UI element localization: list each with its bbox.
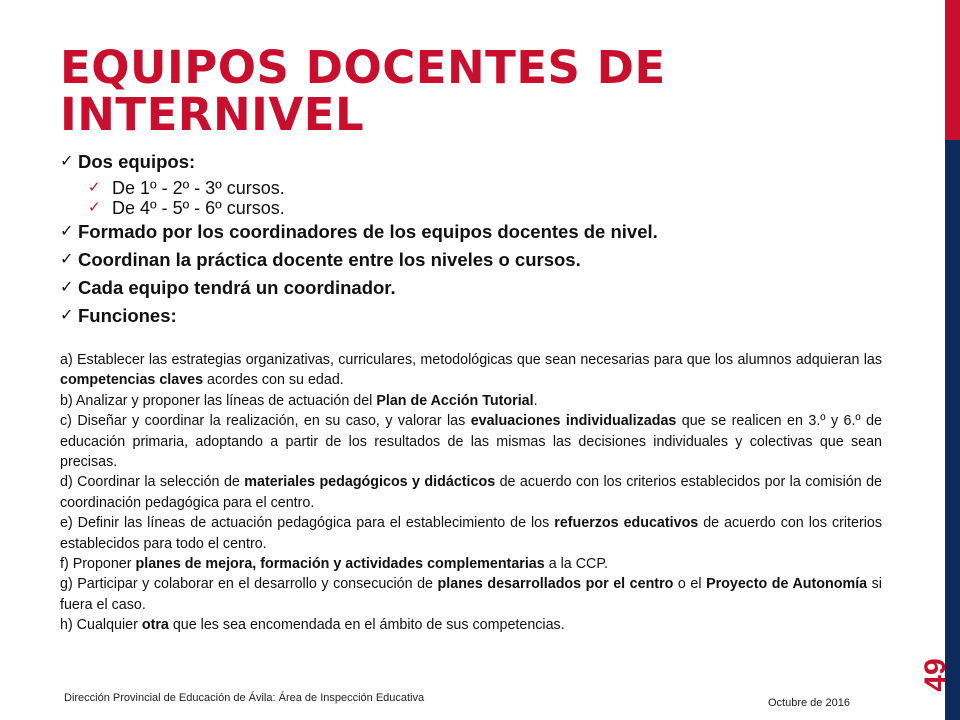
footer-date: Octubre de 2016 [768,697,850,709]
navy-side-band [945,140,960,720]
checkmark-icon: ✓ [60,223,74,240]
checkmark-icon: ✓ [60,307,74,324]
functions-list [60,350,882,636]
footer-department: Dirección Provincial de Educación de Ávila: Área de Inspección Educativa [64,692,425,704]
function-item: d) Coordinar la selección de materiales pedagógicos y didácticos de acuerdo con los criterios establecidos por la comisión de coordinación pedagógica para el centro. [60,474,882,511]
function-item: h) Cualquier otra que les sea encomendada en el ámbito de sus competencias. [60,617,565,634]
checkmark-icon: ✓ [60,153,74,170]
bullet-list [60,150,890,332]
bullet-text: Coordinan la práctica docente entre los niveles o cursos. [78,249,581,270]
function-item: g) Participar y colaborar en el desarrollo y consecución de planes desarrollados por el centro o el Proyecto de Autonomía si fuera el caso. [60,576,882,613]
page-number: 49 [919,658,952,692]
sub-bullet-text: De 1º - 2º - 3º cursos. [112,178,285,198]
red-side-band [945,0,960,140]
checkmark-icon: ✓ [60,279,74,296]
bullet-text: Formado por los coordinadores de los equipos docentes de nivel. [78,221,658,242]
function-item: e) Definir las líneas de actuación pedagógica para el establecimiento de los refuerzos educativos de acuerdo con los criterios establecidos para todo el centro. [60,515,882,552]
function-item: a) Establecer las estrategias organizativas, curriculares, metodológicas que sean necesarias para que los alumnos adquieran las competencias claves acordes con su edad. [60,352,882,389]
function-item: f) Proponer planes de mejora, formación y actividades complementarias a la CCP. [60,556,609,573]
sub-bullet-2 [88,198,890,218]
bullet-funciones [60,304,890,328]
sub-bullet-1 [88,178,890,198]
checkmark-icon: ✓ [60,251,74,268]
bullet-cada-equipo [60,276,890,300]
checkmark-icon: ✓ [88,199,101,216]
bullet-text: Funciones: [78,305,177,326]
bullet-formado [60,220,890,244]
bullet-text: Cada equipo tendrá un coordinador. [78,277,396,298]
function-item: c) Diseñar y coordinar la realización, en su caso, y valorar las evaluaciones individualizadas que se realicen en 3.º y 6.º de educación primaria, adoptando a partir de los resultados de las mismas las decisiones individuales y colectivas que sean precisas. [60,413,882,471]
checkmark-icon: ✓ [88,179,101,196]
bullet-coordinan [60,248,890,272]
function-item: b) Analizar y proponer las líneas de actuación del Plan de Acción Tutorial. [60,392,538,409]
slide-title: EQUIPOS DOCENTES DE INTERNIVEL [60,41,666,141]
bullet-dos-equipos [60,150,890,174]
bullet-text: Dos equipos: [78,151,196,172]
sub-bullet-text: De 4º - 5º - 6º cursos. [112,198,285,218]
